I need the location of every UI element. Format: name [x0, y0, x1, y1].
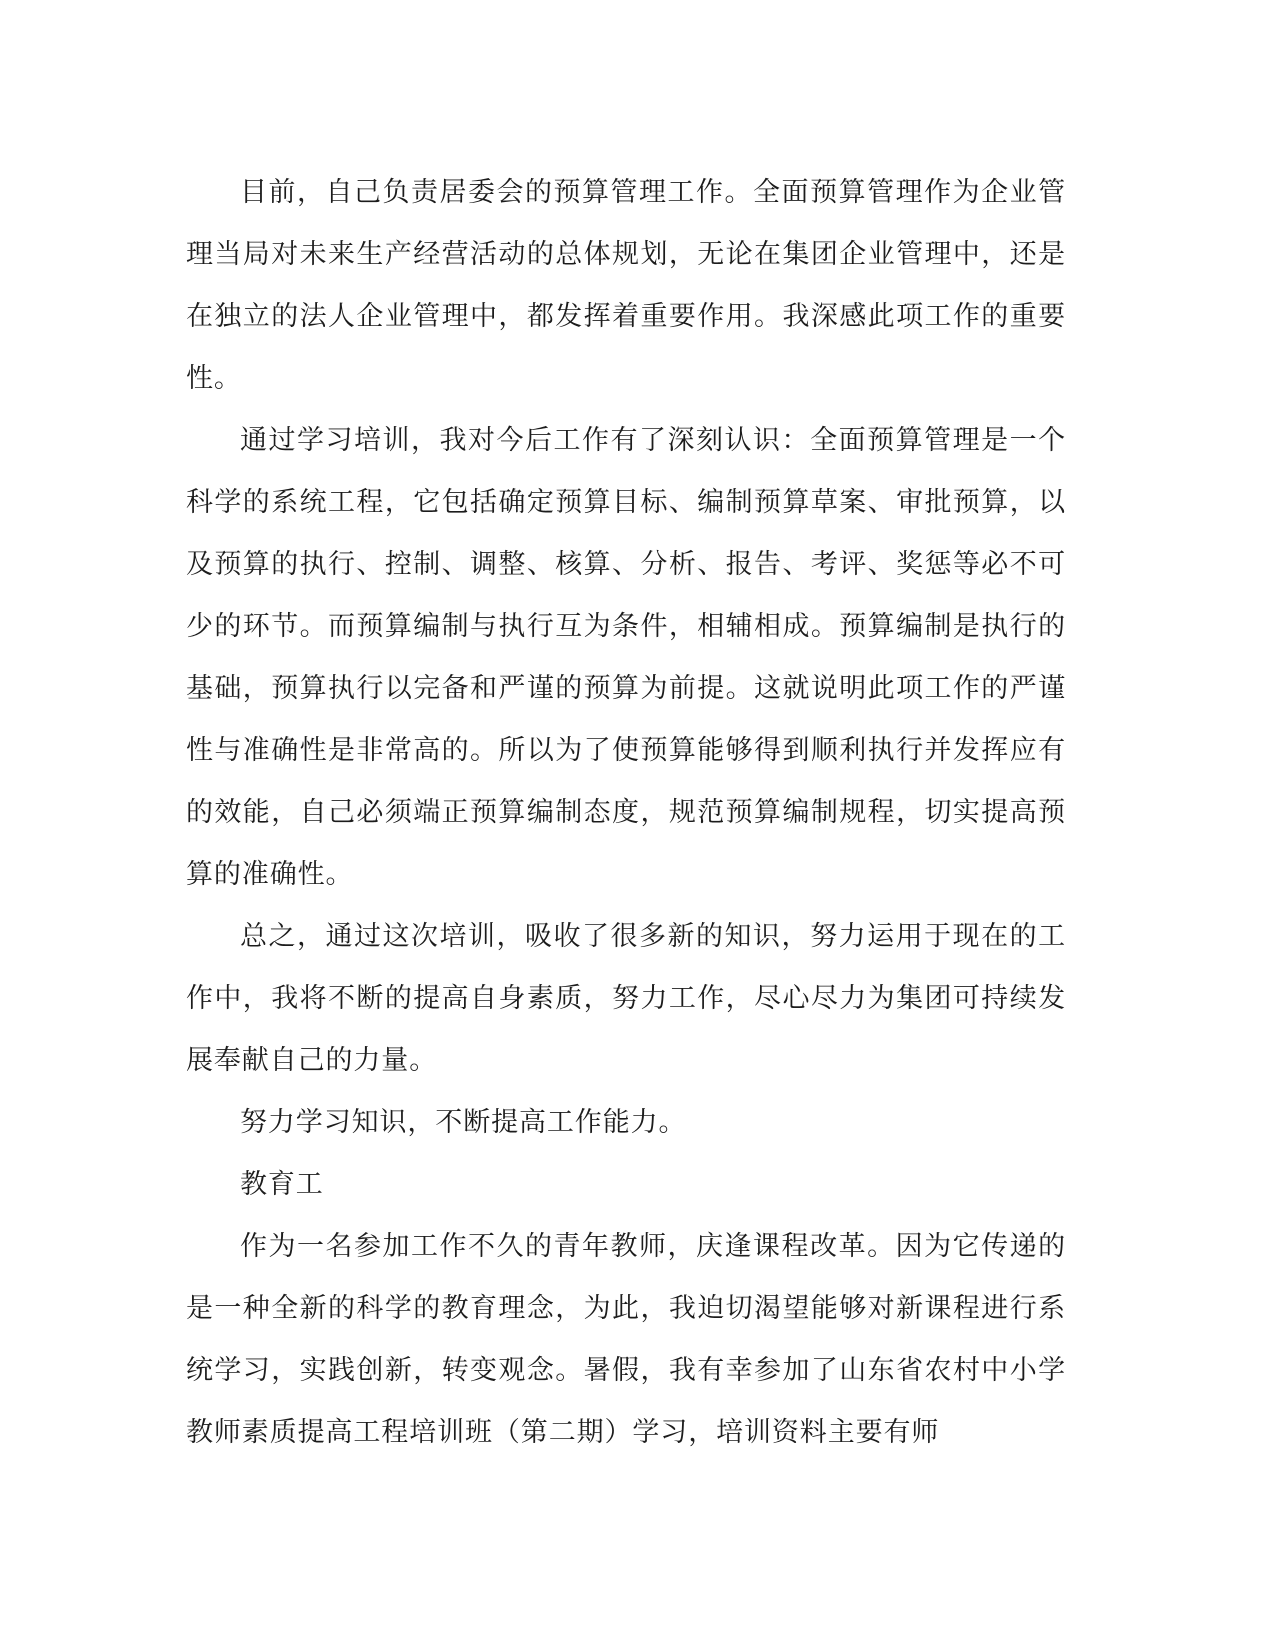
- paragraph-budget-responsibility: 目前，自己负责居委会的预算管理工作。全面预算管理作为企业管理当局对未来生产经营活动的总体规划，无论在集团企业管理中，还是在独立的法人企业管理中，都发挥着重要作用。我深感此项工作的重要性。: [186, 177, 1066, 394]
- document-body: [186, 162, 1066, 1464]
- paragraph-section-heading: 教育工: [240, 1169, 324, 1200]
- paragraph-teacher-training: 作为一名参加工作不久的青年教师，庆逢课程改革。因为它传递的是一种全新的科学的教育理念，为此，我迫切渴望能够对新课程进行系统学习，实践创新，转变观念。暑假，我有幸参加了山东省农村中小学教师素质提高工程培训班（第二期）学习，培训资料主要有师: [186, 1231, 1066, 1448]
- paragraph-summary: 总之，通过这次培训，吸收了很多新的知识，努力运用于现在的工作中，我将不断的提高自身素质，努力工作，尽心尽力为集团可持续发展奉献自己的力量。: [186, 921, 1066, 1076]
- paragraph-training-insight: 通过学习培训，我对今后工作有了深刻认识：全面预算管理是一个科学的系统工程，它包括确定预算目标、编制预算草案、审批预算，以及预算的执行、控制、调整、核算、分析、报告、考评、奖惩等必不可少的环节。而预算编制与执行互为条件，相辅相成。预算编制是执行的基础，预算执行以完备和严谨的预算为前提。这就说明此项工作的严谨性与准确性是非常高的。所以为了使预算能够得到顺利执行并发挥应有的效能，自己必须端正预算编制态度，规范预算编制规程，切实提高预算的准确性。: [186, 425, 1066, 890]
- paragraph-motto: 努力学习知识，不断提高工作能力。: [240, 1107, 687, 1138]
